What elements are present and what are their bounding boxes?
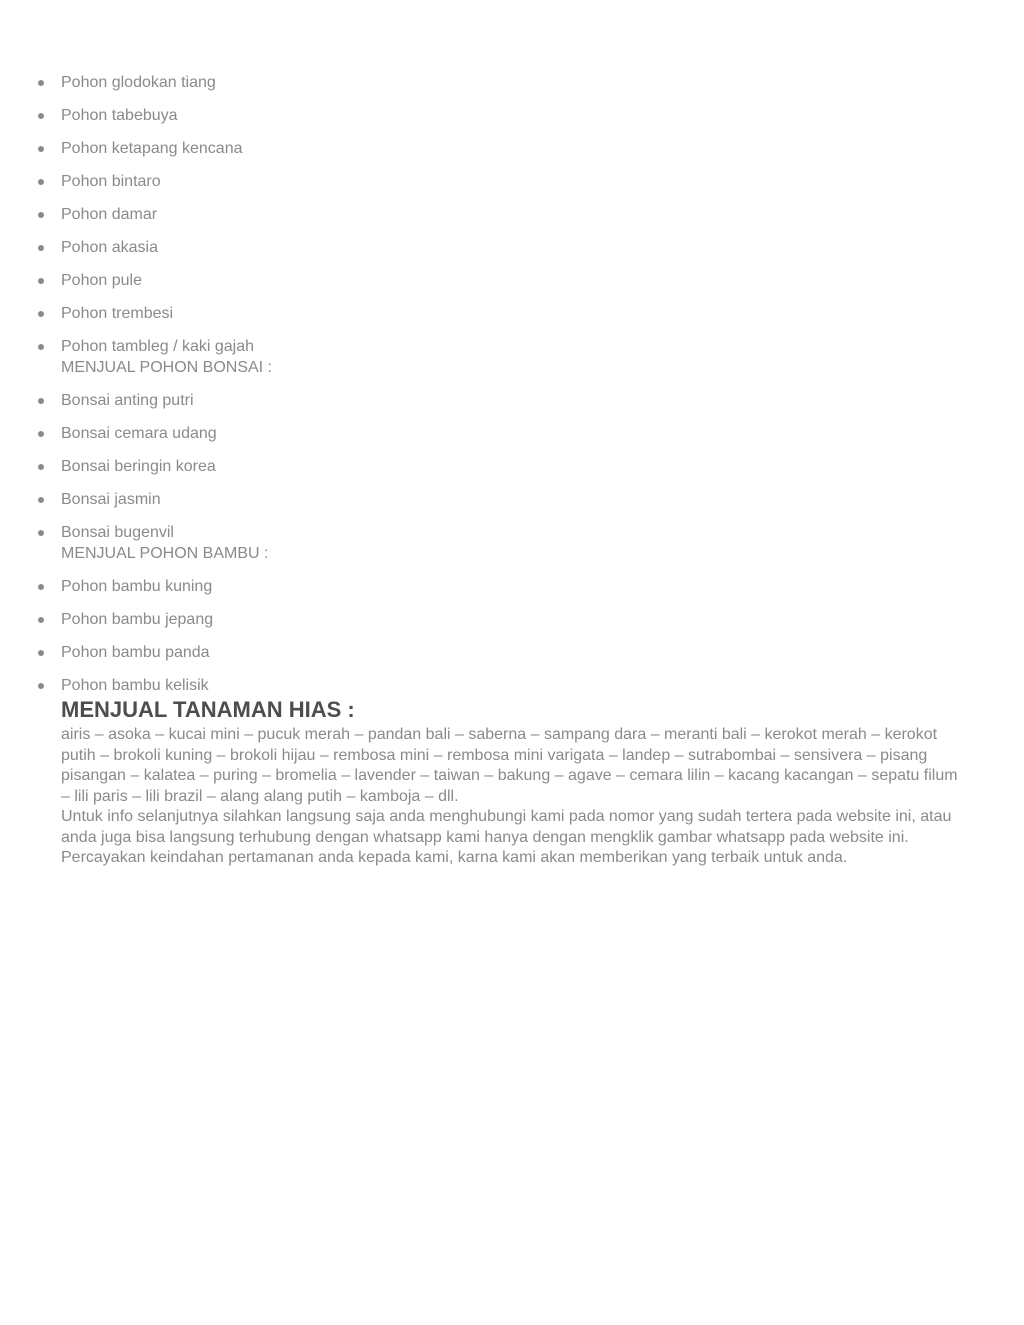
list-item [0, 303, 900, 324]
list-item [0, 675, 900, 723]
list-item [0, 642, 900, 663]
bullet-icon [38, 179, 44, 185]
section-heading-major: MENJUAL TANAMAN HIAS : [61, 697, 355, 722]
bullet-icon [38, 278, 44, 284]
list-item [0, 576, 900, 597]
list-item [0, 522, 900, 564]
document-content [0, 72, 958, 869]
list-item-text: Pohon bambu kelisik [61, 677, 209, 694]
list-item [0, 105, 900, 126]
bullet-icon [38, 617, 44, 623]
list-item-text: Pohon glodokan tiang [61, 74, 216, 91]
tree-list [0, 72, 900, 723]
bullet-icon [38, 497, 44, 503]
bullet-icon [38, 584, 44, 590]
bullet-icon [38, 431, 44, 437]
bullet-icon [38, 650, 44, 656]
list-item-text: Bonsai anting putri [61, 392, 194, 409]
list-item-text: Pohon damar [61, 206, 158, 223]
list-item [0, 237, 900, 258]
list-item-text: Pohon tambleg / kaki gajah [61, 338, 255, 355]
bullet-icon [38, 344, 44, 350]
bullet-icon [38, 146, 44, 152]
list-item [0, 609, 900, 630]
plant-list-paragraph: airis – asoka – kucai mini – pucuk merah – pandan bali – saberna – sampang dara – meranti bali – kerokot merah – kerokot putih – brokoli kuning – brokoli hijau – rembosa mini – rembosa mini varigata – landep – sutrabombai – sensivera – pisang pisangan – kalatea – puring – bromelia – lavender – taiwan – bakung – agave – cemara lilin – kacang kacangan – sepatu filum – lili paris – lili brazil – alang alang putih – kamboja – dll. [61, 726, 958, 805]
list-item [0, 72, 900, 93]
list-item [0, 171, 900, 192]
list-item [0, 390, 900, 411]
bullet-icon [38, 398, 44, 404]
list-item-text: Pohon pule [61, 272, 142, 289]
list-item-text: Bonsai bugenvil [61, 524, 174, 541]
bullet-icon [38, 80, 44, 86]
bullet-icon [38, 683, 44, 689]
list-item [0, 336, 900, 378]
bullet-icon [38, 245, 44, 251]
list-item [0, 489, 900, 510]
list-item-text: Pohon bintaro [61, 173, 161, 190]
contact-info-paragraph: Untuk info selanjutnya silahkan langsung saja anda menghubungi kami pada nomor yang sudah tertera pada website ini, atau anda juga bisa langsung terhubung dengan whatsapp kami hanya dengan mengklik gambar whatsapp pada website ini. Percayakan keindahan pertamanan anda kepada kami, karna kami akan memberikan yang terbaik untuk anda. [61, 808, 952, 866]
list-item-text: Pohon trembesi [61, 305, 174, 322]
list-item [0, 270, 900, 291]
list-item-text: Pohon tabebuya [61, 107, 178, 124]
list-item [0, 423, 900, 444]
list-item-text: Pohon bambu panda [61, 644, 210, 661]
bullet-icon [38, 311, 44, 317]
bullet-icon [38, 530, 44, 536]
list-item-text: Bonsai cemara udang [61, 425, 217, 442]
section-heading: MENJUAL POHON BAMBU : [61, 545, 269, 562]
bullet-icon [38, 113, 44, 119]
paragraph-block [0, 725, 960, 869]
list-item [0, 138, 900, 159]
section-heading: MENJUAL POHON BONSAI : [61, 359, 272, 376]
list-item [0, 204, 900, 225]
list-item-text: Pohon ketapang kencana [61, 140, 243, 157]
list-item-text: Pohon bambu jepang [61, 611, 214, 628]
list-item [0, 456, 900, 477]
list-item-text: Bonsai beringin korea [61, 458, 216, 475]
bullet-icon [38, 464, 44, 470]
list-item-text: Pohon bambu kuning [61, 578, 213, 595]
bullet-icon [38, 212, 44, 218]
list-item-text: Bonsai jasmin [61, 491, 161, 508]
list-item-text: Pohon akasia [61, 239, 158, 256]
